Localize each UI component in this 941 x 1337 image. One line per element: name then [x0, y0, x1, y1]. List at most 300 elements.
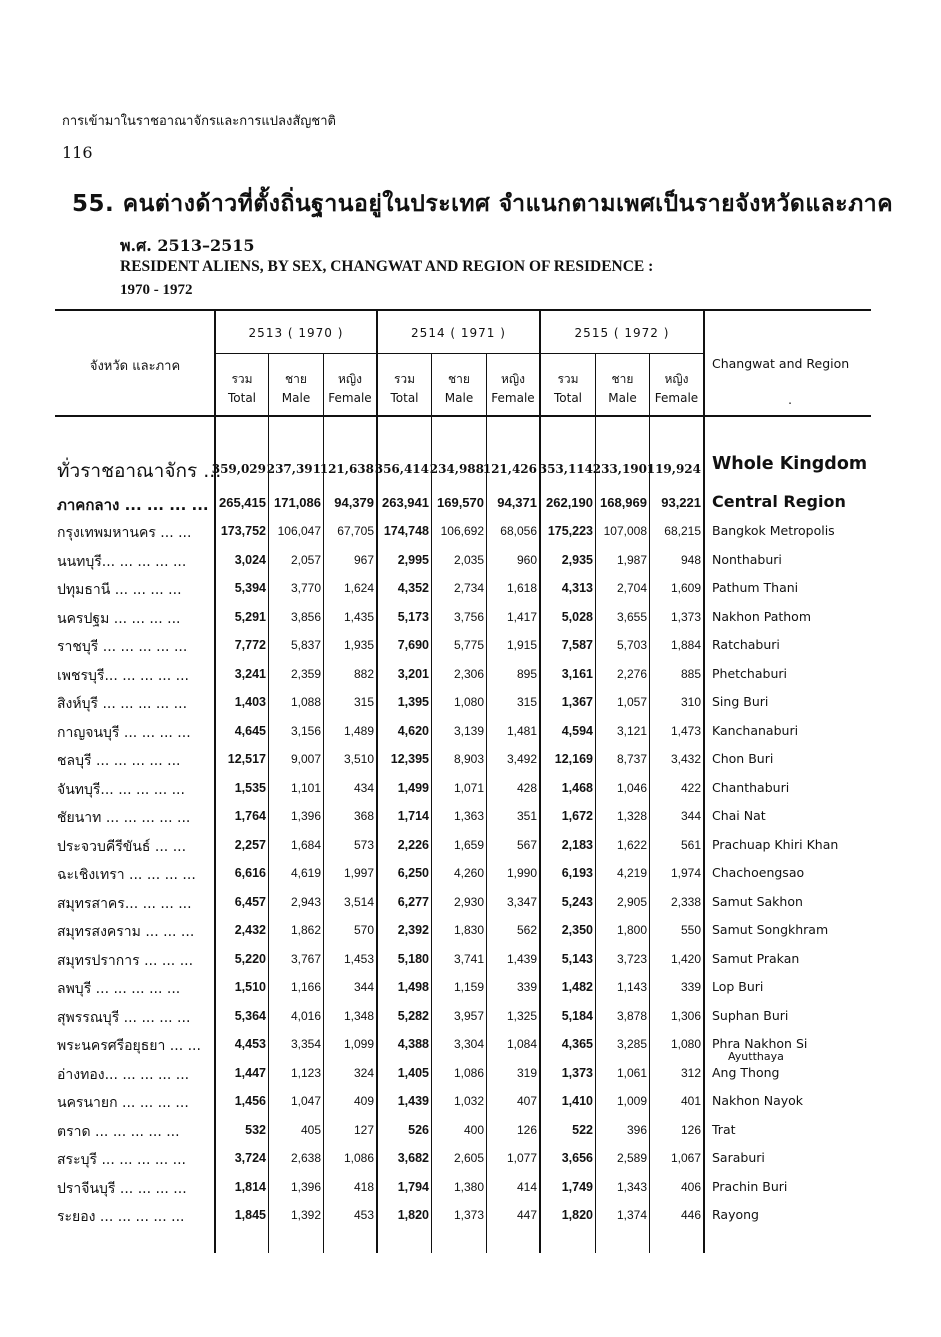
table-cell: 265,415 [219, 495, 266, 510]
table-cell: 1,101 [290, 780, 321, 795]
table-cell: 127 [353, 1122, 374, 1137]
table-cell: 6,250 [397, 866, 429, 880]
table-cell: 351 [516, 809, 537, 823]
row-label-thai: นครนายก ... ... ... ... [57, 1095, 189, 1111]
table-cell: 1,749 [561, 1179, 593, 1194]
table-cell: 1,166 [290, 980, 321, 994]
table-cell: 1,067 [670, 1151, 701, 1165]
table-cell: 6,616 [234, 866, 266, 880]
table-cell: 9,007 [290, 752, 321, 766]
table-cell: 1,080 [670, 1037, 701, 1051]
row-label-thai: ปทุมธานี ... ... ... ... [57, 582, 182, 598]
table-cell: 1,417 [506, 609, 537, 624]
row-label-english: Nonthaburi [712, 551, 782, 567]
table-cell: 3,878 [616, 1008, 647, 1023]
subheader-thai: หญิง [501, 372, 525, 386]
table-cell: 3,347 [506, 894, 537, 909]
subheader-thai: รวม [393, 372, 416, 386]
subheader-thai: ชาย [285, 372, 307, 386]
table-cell: 263,941 [382, 495, 429, 510]
table-row [0, 1149, 941, 1177]
row-central-region [0, 493, 941, 521]
table-cell: 1,420 [670, 951, 701, 966]
row-label-thai: นครปฐม ... ... ... ... [57, 610, 181, 627]
table-cell: 4,645 [234, 723, 266, 738]
table-cell: 434 [353, 780, 374, 795]
table-cell: 5,703 [616, 638, 647, 652]
table-cell: 368 [353, 809, 374, 823]
table-cell: 401 [680, 1094, 701, 1108]
page-number: 116 [62, 143, 93, 162]
table-cell: 1,439 [397, 1094, 429, 1108]
table-row [0, 779, 941, 807]
table-cell: 3,492 [506, 752, 537, 766]
table-cell: 233,190 [592, 462, 647, 476]
table-cell: 3,656 [561, 1151, 593, 1165]
row-label-english: Kanchanaburi [712, 722, 799, 738]
row-label-thai: ภาคกลาง ... ... ... ... [57, 496, 209, 514]
table-cell: 2,276 [616, 666, 647, 681]
table-years-english: 1970 - 1972 [120, 282, 193, 298]
row-label-thai: ราชบุรี ... ... ... ... ... [57, 639, 188, 655]
table-row [0, 893, 941, 921]
table-cell: 68,215 [664, 524, 701, 538]
table-cell: 1,622 [616, 837, 647, 852]
table-row [0, 807, 941, 835]
row-label-english: Samut Prakan [712, 950, 800, 966]
row-label-thai: ชัยนาท ... ... ... ... ... [57, 810, 191, 826]
row-label-english: Pathum Thani [712, 580, 799, 595]
row-label-thai: กาญจนบุรี ... ... ... ... [57, 724, 191, 741]
table-cell: 1,084 [506, 1037, 537, 1051]
table-cell: 6,457 [234, 894, 266, 909]
table-cell: 5,028 [561, 609, 593, 624]
table-cell: 400 [463, 1122, 484, 1137]
table-cell: 1,046 [616, 780, 647, 795]
table-cell: 4,453 [234, 1037, 266, 1051]
table-cell: 446 [680, 1208, 701, 1222]
header-dot: . [788, 393, 792, 407]
table-cell: 428 [516, 780, 537, 795]
table-cell: 4,313 [561, 581, 593, 595]
table-cell: 339 [680, 980, 701, 994]
table-cell: 3,514 [343, 894, 374, 909]
row-label-thai: เพชรบุรี... ... ... ... ... [57, 667, 189, 684]
subheader-english: Total [553, 391, 583, 405]
table-cell: 1,403 [234, 695, 266, 709]
row-label-english: Chanthaburi [712, 779, 790, 795]
table-cell: 2,704 [616, 581, 647, 595]
table-cell: 4,016 [290, 1008, 321, 1023]
table-cell: 882 [353, 666, 374, 681]
table-cell: 1,435 [343, 609, 374, 624]
table-cell: 12,395 [390, 752, 429, 766]
table-cell: 1,325 [506, 1008, 537, 1023]
row-label-thai: สมุทรสาคร... ... ... ... [57, 895, 192, 912]
row-label-thai: สุพรรณบุรี ... ... ... ... [57, 1009, 191, 1026]
table-top-rule [55, 309, 871, 311]
table-cell: 8,737 [616, 752, 647, 766]
table-cell: 2,359 [290, 666, 321, 681]
row-label-english: Chon Buri [712, 751, 774, 766]
table-cell: 5,243 [561, 894, 593, 909]
table-cell: 5,394 [234, 581, 266, 595]
year-header-2513: 2513 ( 1970 ) [248, 326, 344, 340]
table-cell: 3,156 [290, 723, 321, 738]
subheader-thai: ชาย [611, 372, 634, 386]
table-title-english: RESIDENT ALIENS, BY SEX, CHANGWAT AND REGION OF RESIDENCE : [120, 258, 654, 275]
table-cell: 1,453 [343, 951, 374, 966]
row-label-thai: กรุงเทพมหานคร ... ... [57, 525, 192, 541]
table-cell: 1,498 [397, 980, 429, 994]
table-cell: 359,029 [211, 462, 266, 476]
table-cell: 1,086 [343, 1151, 374, 1165]
table-cell: 5,282 [397, 1008, 429, 1023]
header-changwat-english: Changwat and Region [712, 356, 850, 371]
table-cell: 1,343 [616, 1179, 647, 1194]
table-cell: 93,221 [661, 495, 701, 510]
row-label-thai: สิงห์บุรี ... ... ... ... ... [57, 696, 188, 712]
table-row [0, 1092, 941, 1120]
table-cell: 3,510 [343, 752, 374, 766]
row-label-english: Whole Kingdom [712, 454, 868, 474]
table-years-thai: พ.ศ. 2513–2515 [120, 236, 255, 255]
table-cell: 3,767 [290, 951, 321, 966]
table-cell: 3,723 [616, 951, 647, 966]
row-label-english: Nakhon Nayok [712, 1093, 804, 1108]
table-cell: 396 [626, 1122, 647, 1137]
table-cell: 2,432 [234, 923, 266, 937]
table-cell: 106,692 [440, 524, 484, 538]
table-title-thai: 55. คนต่างด้าวที่ตั้งถิ่นฐานอยู่ในประเทศ จำแนกตามเพศเป็นรายจังหวัดและภาค [72, 191, 894, 217]
table-row [0, 1007, 941, 1035]
table-cell: 1,099 [343, 1037, 374, 1051]
table-cell: 12,169 [554, 752, 593, 766]
row-label-english: Ratchaburi [712, 637, 780, 652]
table-cell: 1,684 [290, 837, 321, 852]
table-cell: 4,619 [290, 866, 321, 880]
row-label-english: Chachoengsao [712, 865, 805, 880]
table-cell: 1,373 [670, 609, 701, 624]
table-cell: 1,820 [397, 1208, 429, 1222]
table-cell: 4,620 [397, 723, 429, 738]
table-cell: 561 [680, 837, 701, 852]
table-cell: 1,535 [234, 780, 266, 795]
table-cell: 562 [516, 923, 537, 937]
table-cell: 1,374 [616, 1208, 647, 1222]
table-cell: 4,219 [616, 866, 647, 880]
row-label-thai: ลพบุรี ... ... ... ... ... [57, 981, 181, 997]
row-label-english: Phra Nakhon Si [712, 1036, 808, 1051]
table-row [0, 636, 941, 664]
table-cell: 8,903 [453, 752, 484, 766]
table-row [0, 921, 941, 949]
table-row [0, 1206, 941, 1234]
table-cell: 312 [680, 1065, 701, 1080]
table-cell: 1,499 [397, 780, 429, 795]
row-label-english-continued: Ayutthaya [728, 1050, 784, 1063]
row-label-thai: สมุทรสงคราม ... ... ... [57, 924, 195, 940]
table-cell: 1,830 [453, 923, 484, 937]
subheader-thai: ชาย [448, 372, 470, 386]
table-cell: 1,032 [453, 1094, 484, 1108]
table-cell: 1,009 [616, 1094, 647, 1108]
table-cell: 2,638 [290, 1151, 321, 1165]
table-row [0, 722, 941, 750]
table-cell: 1,363 [453, 809, 484, 823]
subheader-english: Male [444, 391, 474, 405]
table-cell: 1,143 [616, 980, 647, 994]
subheader-thai: รวม [231, 372, 253, 386]
row-label-english: Bangkok Metropolis [712, 523, 835, 538]
table-cell: 422 [680, 780, 701, 795]
table-cell: 234,988 [429, 462, 484, 476]
table-cell: 3,304 [453, 1037, 484, 1051]
header-changwat-thai: จังหวัด และภาค [89, 359, 181, 374]
table-cell: 1,714 [397, 809, 429, 823]
table-row [0, 950, 941, 978]
row-label-english: Phetchaburi [712, 665, 787, 681]
row-label-thai: อ่างทอง... ... ... ... ... [57, 1066, 190, 1083]
table-cell: 960 [516, 552, 537, 567]
table-cell: 1,439 [506, 951, 537, 966]
table-cell: 1,123 [290, 1065, 321, 1080]
table-cell: 2,057 [290, 552, 321, 567]
table-cell: 1,077 [506, 1151, 537, 1165]
row-label-english: Ang Thong [712, 1064, 780, 1080]
row-label-thai: สระบุรี ... ... ... ... ... [57, 1152, 186, 1168]
header-bottom-rule [55, 415, 871, 417]
table-cell: 1,328 [616, 809, 647, 823]
table-cell: 1,080 [453, 695, 484, 709]
table-cell: 344 [680, 809, 701, 823]
table-cell: 3,024 [234, 552, 266, 567]
table-cell: 407 [516, 1094, 537, 1108]
table-cell: 168,969 [600, 495, 647, 510]
table-cell: 1,373 [561, 1065, 593, 1080]
table-cell: 1,456 [234, 1094, 266, 1108]
row-label-english: Prachuap Khiri Khan [712, 836, 839, 852]
table-cell: 1,159 [453, 980, 484, 994]
table-cell: 6,277 [397, 894, 429, 909]
table-cell: 1,396 [290, 809, 321, 823]
table-cell: 237,391 [266, 462, 321, 476]
row-label-english: Samut Sakhon [712, 893, 803, 909]
table-cell: 447 [516, 1208, 537, 1222]
table-cell: 5,364 [234, 1008, 266, 1023]
table-cell: 2,183 [561, 837, 593, 852]
table-cell: 1,468 [561, 780, 593, 795]
table-cell: 5,220 [234, 951, 266, 966]
table-cell: 3,161 [561, 666, 593, 681]
table-cell: 1,935 [343, 638, 374, 652]
table-cell: 573 [353, 837, 374, 852]
table-cell: 5,180 [397, 951, 429, 966]
table-cell: 2,589 [616, 1151, 647, 1165]
table-cell: 126 [516, 1122, 537, 1137]
row-whole-kingdom [0, 454, 941, 486]
row-label-english: Trat [712, 1121, 736, 1137]
table-cell: 3,139 [453, 723, 484, 738]
table-cell: 3,655 [616, 609, 647, 624]
row-label-thai: ปราจีนบุรี ... ... ... ... [57, 1180, 187, 1197]
table-cell: 2,935 [561, 552, 593, 567]
table-cell: 121,426 [482, 462, 537, 476]
table-cell: 7,690 [397, 638, 429, 652]
table-cell: 171,086 [274, 495, 321, 510]
table-cell: 2,306 [453, 666, 484, 681]
table-cell: 1,405 [397, 1065, 429, 1080]
table-cell: 1,367 [561, 695, 593, 709]
row-label-english: Suphan Buri [712, 1007, 789, 1023]
table-cell: 6,193 [561, 866, 593, 880]
subheader-thai: หญิง [338, 372, 362, 386]
table-cell: 1,814 [234, 1179, 266, 1194]
table-cell: 1,764 [234, 809, 266, 823]
table-cell: 1,086 [453, 1065, 484, 1080]
table-cell: 1,672 [561, 809, 593, 823]
row-label-english: Prachin Buri [712, 1178, 788, 1194]
table-cell: 5,291 [234, 609, 266, 624]
table-cell: 1,618 [506, 581, 537, 595]
table-cell: 1,990 [506, 866, 537, 880]
table-cell: 1,845 [234, 1208, 266, 1222]
table-cell: 5,837 [290, 638, 321, 652]
row-label-english: Saraburi [712, 1150, 765, 1165]
subheader-thai: รวม [557, 372, 579, 386]
table-cell: 1,392 [290, 1208, 321, 1222]
table-cell: 5,173 [397, 609, 429, 624]
table-cell: 1,987 [616, 552, 647, 567]
table-cell: 2,605 [453, 1151, 484, 1165]
year-header-2515: 2515 ( 1972 ) [574, 326, 670, 340]
row-label-thai: ตราด ... ... ... ... ... [57, 1123, 180, 1140]
table-row [0, 1064, 941, 1092]
row-label-english: Sing Buri [712, 694, 769, 709]
subheader-english: Male [281, 391, 311, 405]
table-cell: 94,379 [334, 495, 374, 510]
table-cell: 315 [516, 695, 537, 709]
subheader-english: Female [328, 391, 372, 405]
table-cell: 12,517 [227, 752, 266, 766]
table-cell: 2,905 [616, 894, 647, 909]
table-row [0, 978, 941, 1006]
table-cell: 2,995 [397, 552, 429, 567]
table-cell: 4,594 [561, 723, 593, 738]
row-label-thai: สมุทรปราการ ... ... ... [57, 952, 194, 969]
subheader-english: Female [491, 391, 535, 405]
table-cell: 1,380 [453, 1179, 484, 1194]
table-cell: 315 [353, 695, 374, 709]
row-label-english: Central Region [712, 492, 846, 511]
table-cell: 1,447 [234, 1065, 266, 1080]
table-cell: 3,121 [616, 723, 647, 738]
table-cell: 1,348 [343, 1008, 374, 1023]
table-cell: 174,748 [383, 524, 429, 538]
table-cell: 1,510 [234, 980, 266, 994]
table-cell: 2,734 [453, 581, 484, 595]
table-cell: 356,414 [374, 462, 429, 476]
table-cell: 1,057 [616, 695, 647, 709]
table-cell: 68,056 [500, 524, 537, 538]
table-row [0, 836, 941, 864]
table-cell: 3,741 [453, 951, 484, 966]
table-cell: 406 [680, 1179, 701, 1194]
table-cell: 106,047 [277, 524, 321, 538]
table-cell: 1,306 [670, 1008, 701, 1023]
table-cell: 310 [680, 695, 701, 709]
table-cell: 1,915 [506, 638, 537, 652]
table-cell: 126 [680, 1122, 701, 1137]
row-label-thai: ทั่วราชอาณาจักร ... [57, 460, 222, 482]
table-cell: 67,705 [337, 524, 374, 538]
table-cell: 948 [680, 552, 701, 567]
row-label-thai: จันทบุรี... ... ... ... ... [57, 781, 185, 798]
row-label-english: Samut Songkhram [712, 922, 829, 937]
table-cell: 1,061 [616, 1065, 647, 1080]
table-cell: 3,957 [453, 1008, 484, 1023]
table-cell: 1,088 [290, 695, 321, 709]
table-cell: 262,190 [546, 495, 593, 510]
table-cell: 3,682 [397, 1151, 429, 1165]
table-cell: 1,373 [453, 1208, 484, 1222]
year-divider-rule [215, 353, 703, 354]
table-cell: 2,035 [453, 552, 484, 567]
year-header-2514: 2514 ( 1971 ) [411, 326, 506, 340]
table-cell: 532 [245, 1122, 266, 1137]
table-cell: 453 [353, 1208, 374, 1222]
table-cell: 4,352 [397, 581, 429, 595]
table-cell: 169,570 [437, 495, 484, 510]
table-row [0, 1178, 941, 1206]
table-row [0, 864, 941, 892]
row-label-thai: ระยอง ... ... ... ... ... [57, 1209, 185, 1225]
subheader-english: Total [227, 391, 257, 405]
subheader-english: Female [654, 391, 699, 405]
table-cell: 1,862 [290, 923, 321, 937]
table-cell: 121,638 [319, 462, 374, 476]
table-cell: 2,943 [290, 894, 321, 909]
table-cell: 414 [516, 1179, 537, 1194]
table-cell: 175,223 [547, 524, 593, 538]
table-cell: 4,365 [561, 1037, 593, 1051]
table-cell: 1,609 [670, 581, 701, 595]
table-cell: 5,775 [453, 638, 484, 652]
table-cell: 3,201 [397, 666, 429, 681]
table-cell: 7,772 [234, 638, 266, 652]
table-cell: 3,432 [670, 752, 701, 766]
table-row [0, 750, 941, 778]
row-label-english: Chai Nat [712, 808, 766, 823]
table-cell: 2,257 [234, 837, 266, 852]
table-cell: 339 [516, 980, 537, 994]
table-cell: 1,481 [506, 723, 537, 738]
table-cell: 1,396 [290, 1179, 321, 1194]
table-cell: 895 [516, 666, 537, 681]
table-cell: 353,114 [538, 462, 593, 476]
table-cell: 405 [300, 1122, 321, 1137]
table-cell: 94,371 [497, 495, 537, 510]
table-cell: 3,285 [616, 1037, 647, 1051]
row-label-english: Nakhon Pathom [712, 608, 811, 624]
table-cell: 409 [353, 1094, 374, 1108]
table-cell: 1,489 [343, 723, 374, 738]
table-cell: 2,338 [670, 894, 701, 909]
table-row [0, 551, 941, 579]
table-cell: 526 [408, 1122, 429, 1137]
row-label-english: Rayong [712, 1207, 759, 1222]
table-cell: 567 [516, 837, 537, 852]
